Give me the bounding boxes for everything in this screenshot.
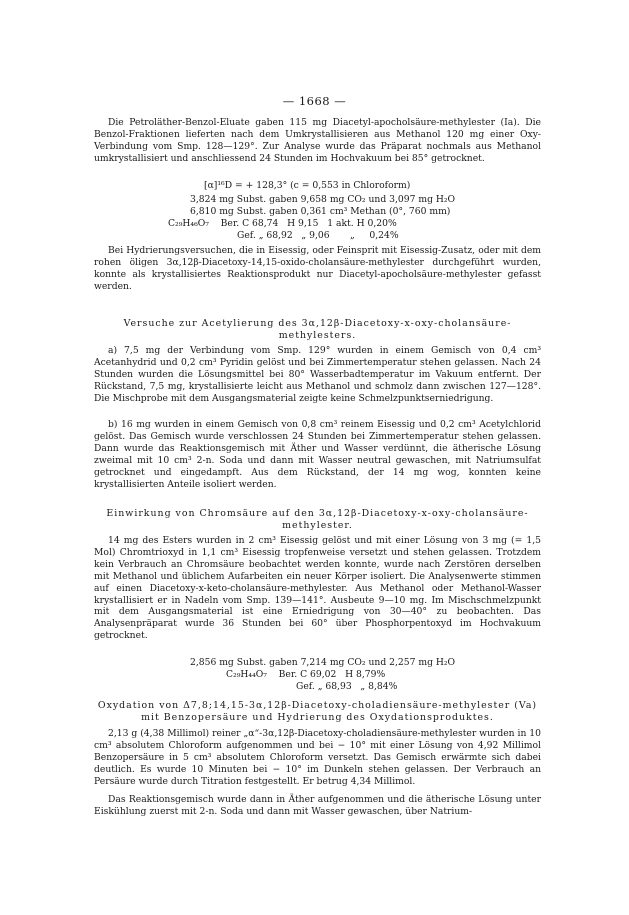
- body-text: Das Reaktionsgemisch wurde dann in Äther aufgenommen und die ätherische Lösung unter Eiskühlung zuerst mit 2-n. Soda und dann mit Wasser gewaschen, über Natrium-: [94, 794, 541, 817]
- formula-line: C₂₉H₄₆O₇ Ber. C 68,74 H 9,15 1 akt. H 0,20%: [168, 217, 397, 229]
- analysis-line: 3,824 mg Subst. gaben 9,658 mg CO₂ und 3,097 mg H₂O: [190, 193, 456, 205]
- body-text: b) 16 mg wurden in einem Gemisch von 0,8 cm³ reinem Eisessig und 0,2 cm³ Acetylchlorid gelöst. Das Gemisch wurde verschlossen 24 Stunden bei Zimmertemperatur stehen gelassen. Dann wurde das Reaktionsgemisch mit Äther und Wasser verdünnt, die ätherische Lösung zweimal mit 10 cm³ 2-n. Soda und dann mit Wasser neutral gewaschen, mit Natriumsulfat getrocknet und eingedampft. Aus dem Rückstand, der 14 mg wog, konnten keine krystallisierten Anteile isoliert werden.: [94, 419, 541, 490]
- body-text: a) 7,5 mg der Verbindung vom Smp. 129° wurden in einem Gemisch von 0,4 cm³ Acetanhydrid und 0,2 cm³ Pyridin gelöst und bei Zimmertemperatur stehen gelassen. Nach 24 Stunden wurden die Lösungsmittel bei 80° Wasserbadtemperatur im Vakuum entfernt. Der Rückstand, 7,5 mg, krystallisierte leicht aus Methanol und schmolz dann zwischen 127—128°. Die Mischprobe mit dem Ausgangsmaterial zeigte keine Schmelzpunktserniedrigung.: [94, 345, 541, 404]
- section-oxidation: [94, 700, 541, 724]
- section-acetylation: [94, 318, 541, 342]
- paragraph-a: [94, 345, 541, 405]
- found-line: Gef. „ 68,93 „ 8,84%: [296, 680, 398, 692]
- formula-line: C₂₉H₄₄O₇ Ber. C 69,02 H 8,79%: [226, 668, 386, 680]
- analysis-line: 6,810 mg Subst. gaben 0,361 cm³ Methan (0°, 760 mm): [190, 205, 451, 217]
- body-text: Bei Hydrierungsversuchen, die in Eisessig, oder Feinsprit mit Eisessig-Zusatz, oder mit dem rohen öligen 3α,12β-Diacetoxy-14,15-oxido-cholansäure-methylester durchgeführt wurden, konnte als krystallisiertes Reaktionsprodukt nur Diacetyl-apocholsäure-methylester gefasst werden.: [94, 245, 541, 292]
- section-heading: Oxydation von Δ7,8;14,15-3α,12β-Diacetoxy-choladiensäure-methylester (Va): [97, 700, 538, 711]
- paragraph-hydrogenation: [94, 245, 541, 293]
- optical-rotation: [α]¹⁶D = + 128,3° (c = 0,553 in Chloroform): [204, 180, 411, 191]
- section-heading: Versuche zur Acetylierung des 3α,12β-Diacetoxy-x-oxy-cholansäure-methylesters.: [123, 318, 512, 341]
- body-text: 14 mg des Esters wurden in 2 cm³ Eisessig gelöst und mit einer Lösung von 3 mg (= 1,5 Mol) Chromtrioxyd in 1,1 cm³ Eisessig tropfenweise versetzt und stehen gelassen. Trotzdem kein Verbrauch an Chromsäure beobachtet werden konnte, wurde nach Zerstören derselben mit Methanol und üblichem Aufarbeiten ein neuer Körper isoliert. Die Analysenwerte stimmen auf einen Diacetoxy-x-keto-cholansäure-methylester. Aus Methanol oder Methanol-Wasser krystallisiert er in Nadeln vom Smp. 139—141°. Ausbeute 9—10 mg. Im Mischschmelzpunkt mit dem Ausgangsmaterial ist eine Erniedrigung von 30—40° zu beobachten. Das Analysenpräparat wurde 36 Stunden bei 60° über Phosphorpentoxyd im Hochvakuum getrocknet.: [94, 535, 541, 642]
- body-text: Die Petroläther-Benzol-Eluate gaben 115 mg Diacetyl-apocholsäure-methylester (Ia). Die Benzol-Fraktionen lieferten nach dem Umkrystallisieren aus Methanol 120 mg einer Oxy-Verbindung vom Smp. 128—129°. Zur Analyse wurde das Präparat nochmals aus Methanol umkrystallisiert und anschliessend 24 Stunden im Hochvakuum bei 85° getrocknet.: [94, 117, 541, 164]
- section-heading-cont: mit Benzopersäure und Hydrierung des Oxydationsproduktes.: [141, 712, 494, 723]
- body-text: 2,13 g (4,38 Millimol) reiner „α“-3α,12β-Diacetoxy-choladiensäure-methylester wurden in 10 cm³ absolutem Chloroform aufgenommen und bei − 10° mit einer Lösung von 4,92 Millimol Benzopersäure in 5 cm³ absolutem Chloroform versetzt. Das Gemisch erwärmte sich dabei deutlich. Es wurde 10 Minuten bei − 10° im Dunkeln stehen gelassen. Der Verbrauch an Persäure wurde durch Titration festgestellt. Er betrug 4,34 Millimol.: [94, 728, 541, 787]
- analysis-line: 2,856 mg Subst. gaben 7,214 mg CO₂ und 2,257 mg H₂O: [190, 657, 456, 668]
- paragraph-eluate: [94, 117, 541, 165]
- found-line: Gef. „ 68,92 „ 9,06 „ 0,24%: [237, 229, 399, 241]
- section-chromic-acid: [94, 508, 541, 532]
- paragraph-workup: [94, 794, 541, 818]
- analysis-block-1: [168, 180, 510, 242]
- paragraph-oxidation: [94, 728, 541, 788]
- page-number: — 1668 —: [282, 94, 347, 108]
- section-heading: Einwirkung von Chromsäure auf den 3α,12β-Diacetoxy-x-oxy-cholansäure-methylester.: [106, 508, 529, 531]
- paragraph-chromic: [94, 535, 541, 642]
- paragraph-b: [94, 419, 541, 490]
- analysis-block-2: [190, 657, 510, 693]
